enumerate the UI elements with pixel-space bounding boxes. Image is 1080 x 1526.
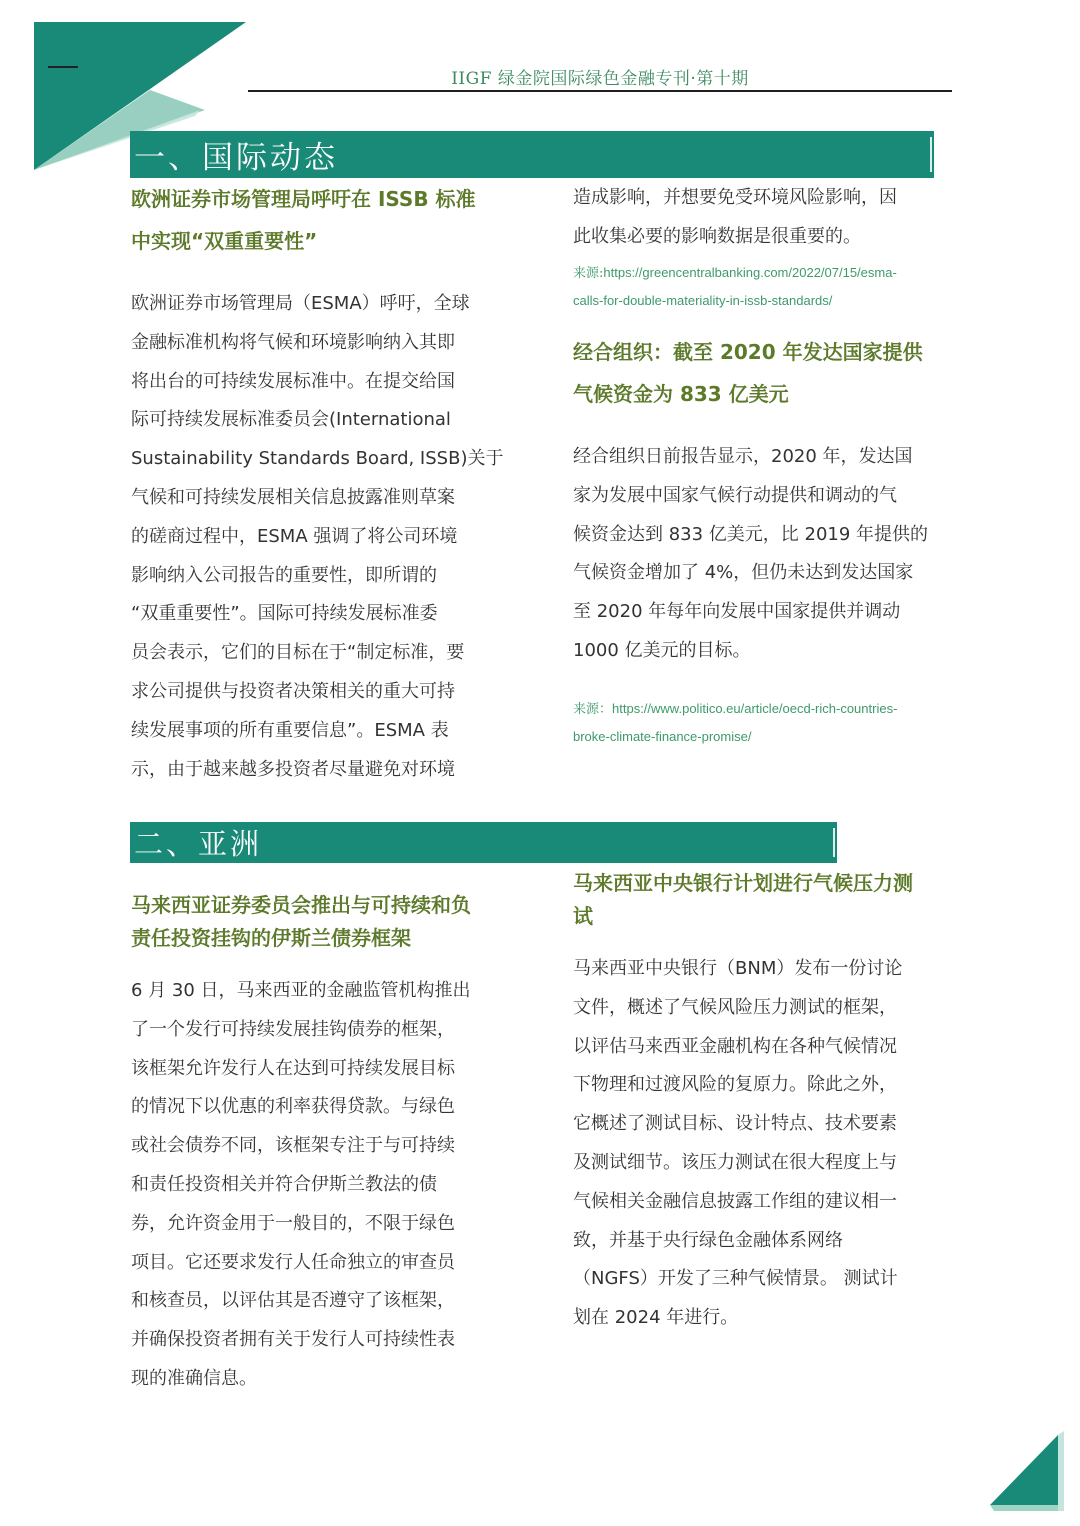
body-line: 气候相关金融信息披露工作组的建议相一 bbox=[573, 1190, 897, 1212]
body-line: 的磋商过程中，ESMA 强调了将公司环境 bbox=[131, 525, 458, 547]
article-body-oecd bbox=[573, 438, 953, 671]
body-line: 气候和可持续发展相关信息披露准则草案 bbox=[131, 486, 455, 508]
body-line: 际可持续发展标准委员会(International bbox=[131, 409, 451, 431]
body-line: 文件，概述了气候风险压力测试的框架， bbox=[573, 996, 897, 1018]
article-body-bnm bbox=[573, 950, 953, 1338]
body-line: 员会表示，它们的目标在于“制定标准，要 bbox=[131, 642, 465, 664]
body-line: 以评估马来西亚金融机构在各种气候情况 bbox=[573, 1035, 897, 1057]
body-line: 家为发展中国家气候行动提供和调动的气 bbox=[573, 484, 897, 506]
heading-line: 中实现“双重重要性” bbox=[131, 229, 318, 253]
body-line: 并确保投资者拥有关于发行人可持续性表 bbox=[131, 1329, 455, 1351]
article-body-esma bbox=[131, 285, 531, 789]
source-url-line[interactable]: broke-climate-finance-promise/ bbox=[573, 729, 752, 744]
body-line: 券，允许资金用于一般目的，不限于绿色 bbox=[131, 1212, 455, 1234]
heading-line: 气候资金为 833 亿美元 bbox=[573, 382, 789, 406]
body-line: 致，并基于央行绿色金融体系网络 bbox=[573, 1229, 843, 1251]
body-line: 6 月 30 日，马来西亚的金融监管机构推出 bbox=[131, 980, 471, 1001]
corner-decoration-bottom bbox=[980, 1425, 1080, 1526]
body-line: 和核查员，以评估其是否遵守了该框架， bbox=[131, 1290, 455, 1312]
bar-tick bbox=[930, 137, 932, 172]
heading-line: 马来西亚证券委员会推出与可持续和负 bbox=[131, 893, 471, 917]
article-heading-bnm bbox=[573, 867, 953, 933]
body-line: 将出台的可持续发展标准中。在提交给国 bbox=[131, 370, 455, 392]
body-line: （NGFS）开发了三种气候情景。 测试计 bbox=[573, 1268, 898, 1290]
body-line: 了一个发行可持续发展挂钩债券的框架， bbox=[131, 1018, 455, 1040]
source-url-line[interactable]: https://www.politico.eu/article/oecd-rich-countries- bbox=[612, 701, 898, 716]
article-body-sc-malaysia bbox=[131, 972, 531, 1399]
header-rule bbox=[248, 90, 952, 92]
body-line: 或社会债券不同，该框架专注于与可持续 bbox=[131, 1135, 455, 1157]
source-url-line[interactable]: https://greencentralbanking.com/2022/07/15/esma- bbox=[603, 265, 897, 280]
body-line: 的情况下以优惠的利率获得贷款。与绿色 bbox=[131, 1096, 455, 1118]
heading-line: 马来西亚中央银行计划进行气候压力测 bbox=[573, 871, 913, 895]
body-line: 经合组织日前报告显示，2020 年，发达国 bbox=[573, 446, 913, 467]
bar-tick bbox=[833, 828, 835, 857]
body-line: 下物理和过渡风险的复原力。除此之外， bbox=[573, 1074, 897, 1096]
source-link-oecd[interactable] bbox=[573, 695, 953, 750]
source-label: 来源： bbox=[573, 702, 613, 717]
article-body-esma-continued bbox=[573, 179, 953, 257]
heading-line: 欧洲证券市场管理局呼吁在 ISSB 标准 bbox=[131, 187, 476, 211]
body-line: 求公司提供与投资者决策相关的重大可持 bbox=[131, 680, 455, 702]
section-bar-1 bbox=[130, 131, 934, 178]
body-line: 气候资金增加了 4%，但仍未达到发达国家 bbox=[573, 562, 914, 584]
article-heading-oecd bbox=[573, 331, 953, 415]
section-bar-2 bbox=[130, 822, 837, 863]
body-line: 划在 2024 年进行。 bbox=[573, 1307, 739, 1329]
body-line: 欧洲证券市场管理局（ESMA）呼吁，全球 bbox=[131, 293, 470, 314]
section-title-2: 二、亚洲 bbox=[134, 827, 263, 861]
page-header-title: IIGF 绿金院国际绿色金融专刊·第十期 bbox=[451, 69, 749, 89]
body-line: 影响纳入公司报告的重要性，即所谓的 bbox=[131, 564, 437, 586]
body-line: 该框架允许发行人在达到可持续发展目标 bbox=[131, 1057, 455, 1079]
body-line: “双重重要性”。国际可持续发展标准委 bbox=[131, 603, 438, 625]
source-url-line[interactable]: calls-for-double-materiality-in-issb-standards/ bbox=[573, 293, 833, 308]
corner-dash bbox=[48, 66, 78, 68]
body-line: Sustainability Standards Board, ISSB)关于 bbox=[131, 448, 504, 470]
body-line: 及测试细节。该压力测试在很大程度上与 bbox=[573, 1151, 897, 1173]
heading-line: 责任投资挂钩的伊斯兰债券框架 bbox=[131, 926, 411, 950]
source-link-esma[interactable] bbox=[573, 259, 953, 314]
body-line: 此收集必要的影响数据是很重要的。 bbox=[573, 225, 861, 247]
body-line: 1000 亿美元的目标。 bbox=[573, 639, 751, 661]
body-line: 金融标准机构将气候和环境影响纳入其即 bbox=[131, 331, 455, 353]
body-line: 项目。它还要求发行人任命独立的审查员 bbox=[131, 1251, 455, 1273]
body-line: 至 2020 年每年向发展中国家提供并调动 bbox=[573, 601, 901, 623]
heading-line: 试 bbox=[573, 904, 593, 928]
body-line: 现的准确信息。 bbox=[131, 1367, 257, 1389]
source-label: 来源: bbox=[573, 266, 604, 281]
body-line: 和责任投资相关并符合伊斯兰教法的债 bbox=[131, 1173, 437, 1195]
body-line: 它概述了测试目标、设计特点、技术要素 bbox=[573, 1113, 897, 1135]
body-line: 示，由于越来越多投资者尽量避免对环境 bbox=[131, 758, 455, 780]
heading-line: 经合组织：截至 2020 年发达国家提供 bbox=[573, 340, 923, 364]
body-line: 马来西亚中央银行（BNM）发布一份讨论 bbox=[573, 958, 903, 979]
section-title-1: 一、国际动态 bbox=[134, 140, 338, 176]
article-heading-esma bbox=[131, 178, 531, 262]
article-heading-sc-malaysia bbox=[131, 889, 531, 955]
body-line: 造成影响，并想要免受环境风险影响，因 bbox=[573, 187, 897, 208]
body-line: 续发展事项的所有重要信息”。ESMA 表 bbox=[131, 719, 449, 741]
body-line: 候资金达到 833 亿美元，比 2019 年提供的 bbox=[573, 523, 929, 545]
